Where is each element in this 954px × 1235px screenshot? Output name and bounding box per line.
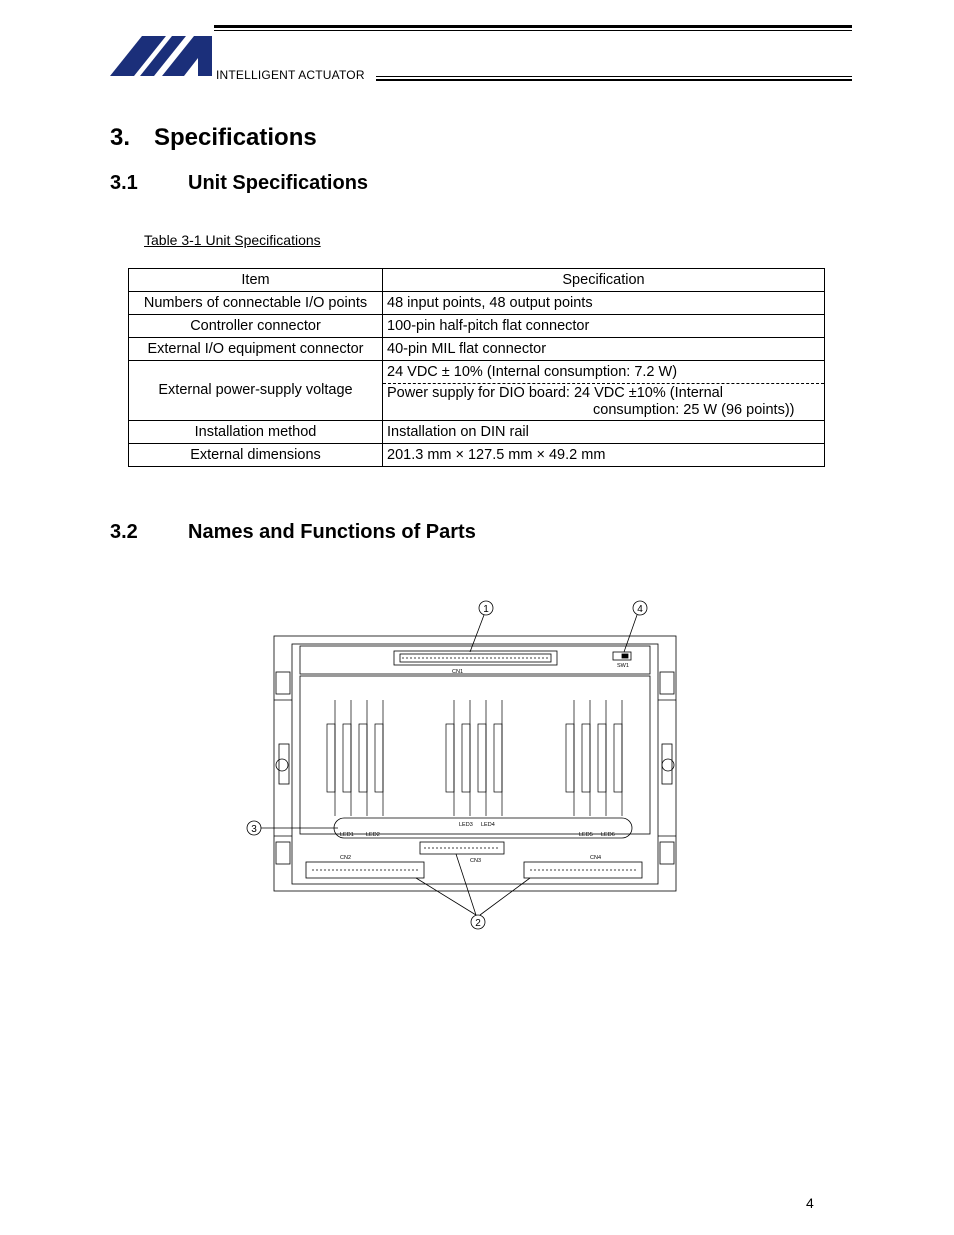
table-row: [129, 292, 825, 315]
row-spec: 40-pin MIL flat connector: [383, 338, 825, 361]
column-header: Item: [129, 269, 383, 292]
row-item: Controller connector: [129, 315, 383, 338]
row-item: Installation method: [129, 421, 383, 444]
row-spec: [383, 384, 825, 421]
sw1-label: SW1: [617, 663, 629, 669]
svg-text:2: 2: [475, 918, 481, 929]
table-row: [129, 315, 825, 338]
led6-label: LED6: [601, 832, 615, 838]
table-row: [129, 361, 825, 384]
cn1-label: CN1: [452, 669, 464, 675]
row-spec: 24 VDC ± 10% (Internal consumption: 7.2 W): [383, 361, 825, 384]
table-row: [129, 444, 825, 467]
row-spec: 48 input points, 48 output points: [383, 292, 825, 315]
cn2-label: CN2: [340, 855, 352, 861]
subsection-heading: [110, 172, 368, 195]
header-rule: [376, 79, 852, 81]
section-number: 3.: [110, 124, 131, 151]
header-rule: [214, 30, 852, 31]
led5-label: LED5: [579, 832, 593, 838]
header-rule: [214, 25, 852, 28]
section-title: Specifications: [154, 124, 317, 151]
cn3-label: CN3: [470, 858, 482, 864]
unit-drawing: [240, 594, 680, 934]
row-spec: 100-pin half-pitch flat connector: [383, 315, 825, 338]
subsection-heading: [110, 521, 476, 544]
row-item: Numbers of connectable I/O points: [129, 292, 383, 315]
subsection-title: Unit Specifications: [188, 172, 369, 194]
svg-text:4: 4: [637, 604, 643, 615]
callout-2: [416, 854, 530, 929]
unit-board: [300, 676, 650, 834]
subsection-number: 3.1: [110, 172, 138, 194]
row-item: External dimensions: [129, 444, 383, 467]
section-heading: [110, 124, 317, 152]
column-header: Specification: [383, 269, 825, 292]
iai-logo: [110, 34, 214, 78]
header-rule: [376, 76, 852, 77]
row-spec-line: consumption: 25 W (96 points)): [593, 402, 795, 418]
svg-text:3: 3: [251, 824, 257, 835]
brand-name: INTELLIGENT ACTUATOR: [216, 68, 365, 82]
table-caption: Table 3-1 Unit Specifications: [144, 232, 321, 248]
unit-top-area: [300, 646, 650, 674]
terminal-blocks: [327, 700, 622, 816]
svg-text:1: 1: [483, 604, 489, 615]
cn4-label: CN4: [590, 855, 602, 861]
spec-table: [128, 268, 825, 467]
table-row: [129, 421, 825, 444]
page-number: 4: [806, 1195, 814, 1211]
row-item: External power-supply voltage: [129, 361, 383, 421]
row-spec-line: Power supply for DIO board: 24 VDC ±10% (Internal: [387, 385, 723, 401]
led3-label: LED3: [459, 822, 473, 828]
subsection-title: Names and Functions of Parts: [188, 521, 476, 543]
led1-label: LED1: [340, 832, 354, 838]
led2-label: LED2: [366, 832, 380, 838]
row-spec: Installation on DIN rail: [383, 421, 825, 444]
unit-inner-frame: [292, 644, 658, 884]
mount-hole: [276, 759, 288, 771]
table-row: [129, 338, 825, 361]
row-spec: 201.3 mm × 127.5 mm × 49.2 mm: [383, 444, 825, 467]
row-item: External I/O equipment connector: [129, 338, 383, 361]
callout-3: [247, 821, 338, 835]
led4-label: LED4: [481, 822, 495, 828]
table-header-row: [129, 269, 825, 292]
subsection-number: 3.2: [110, 521, 138, 543]
